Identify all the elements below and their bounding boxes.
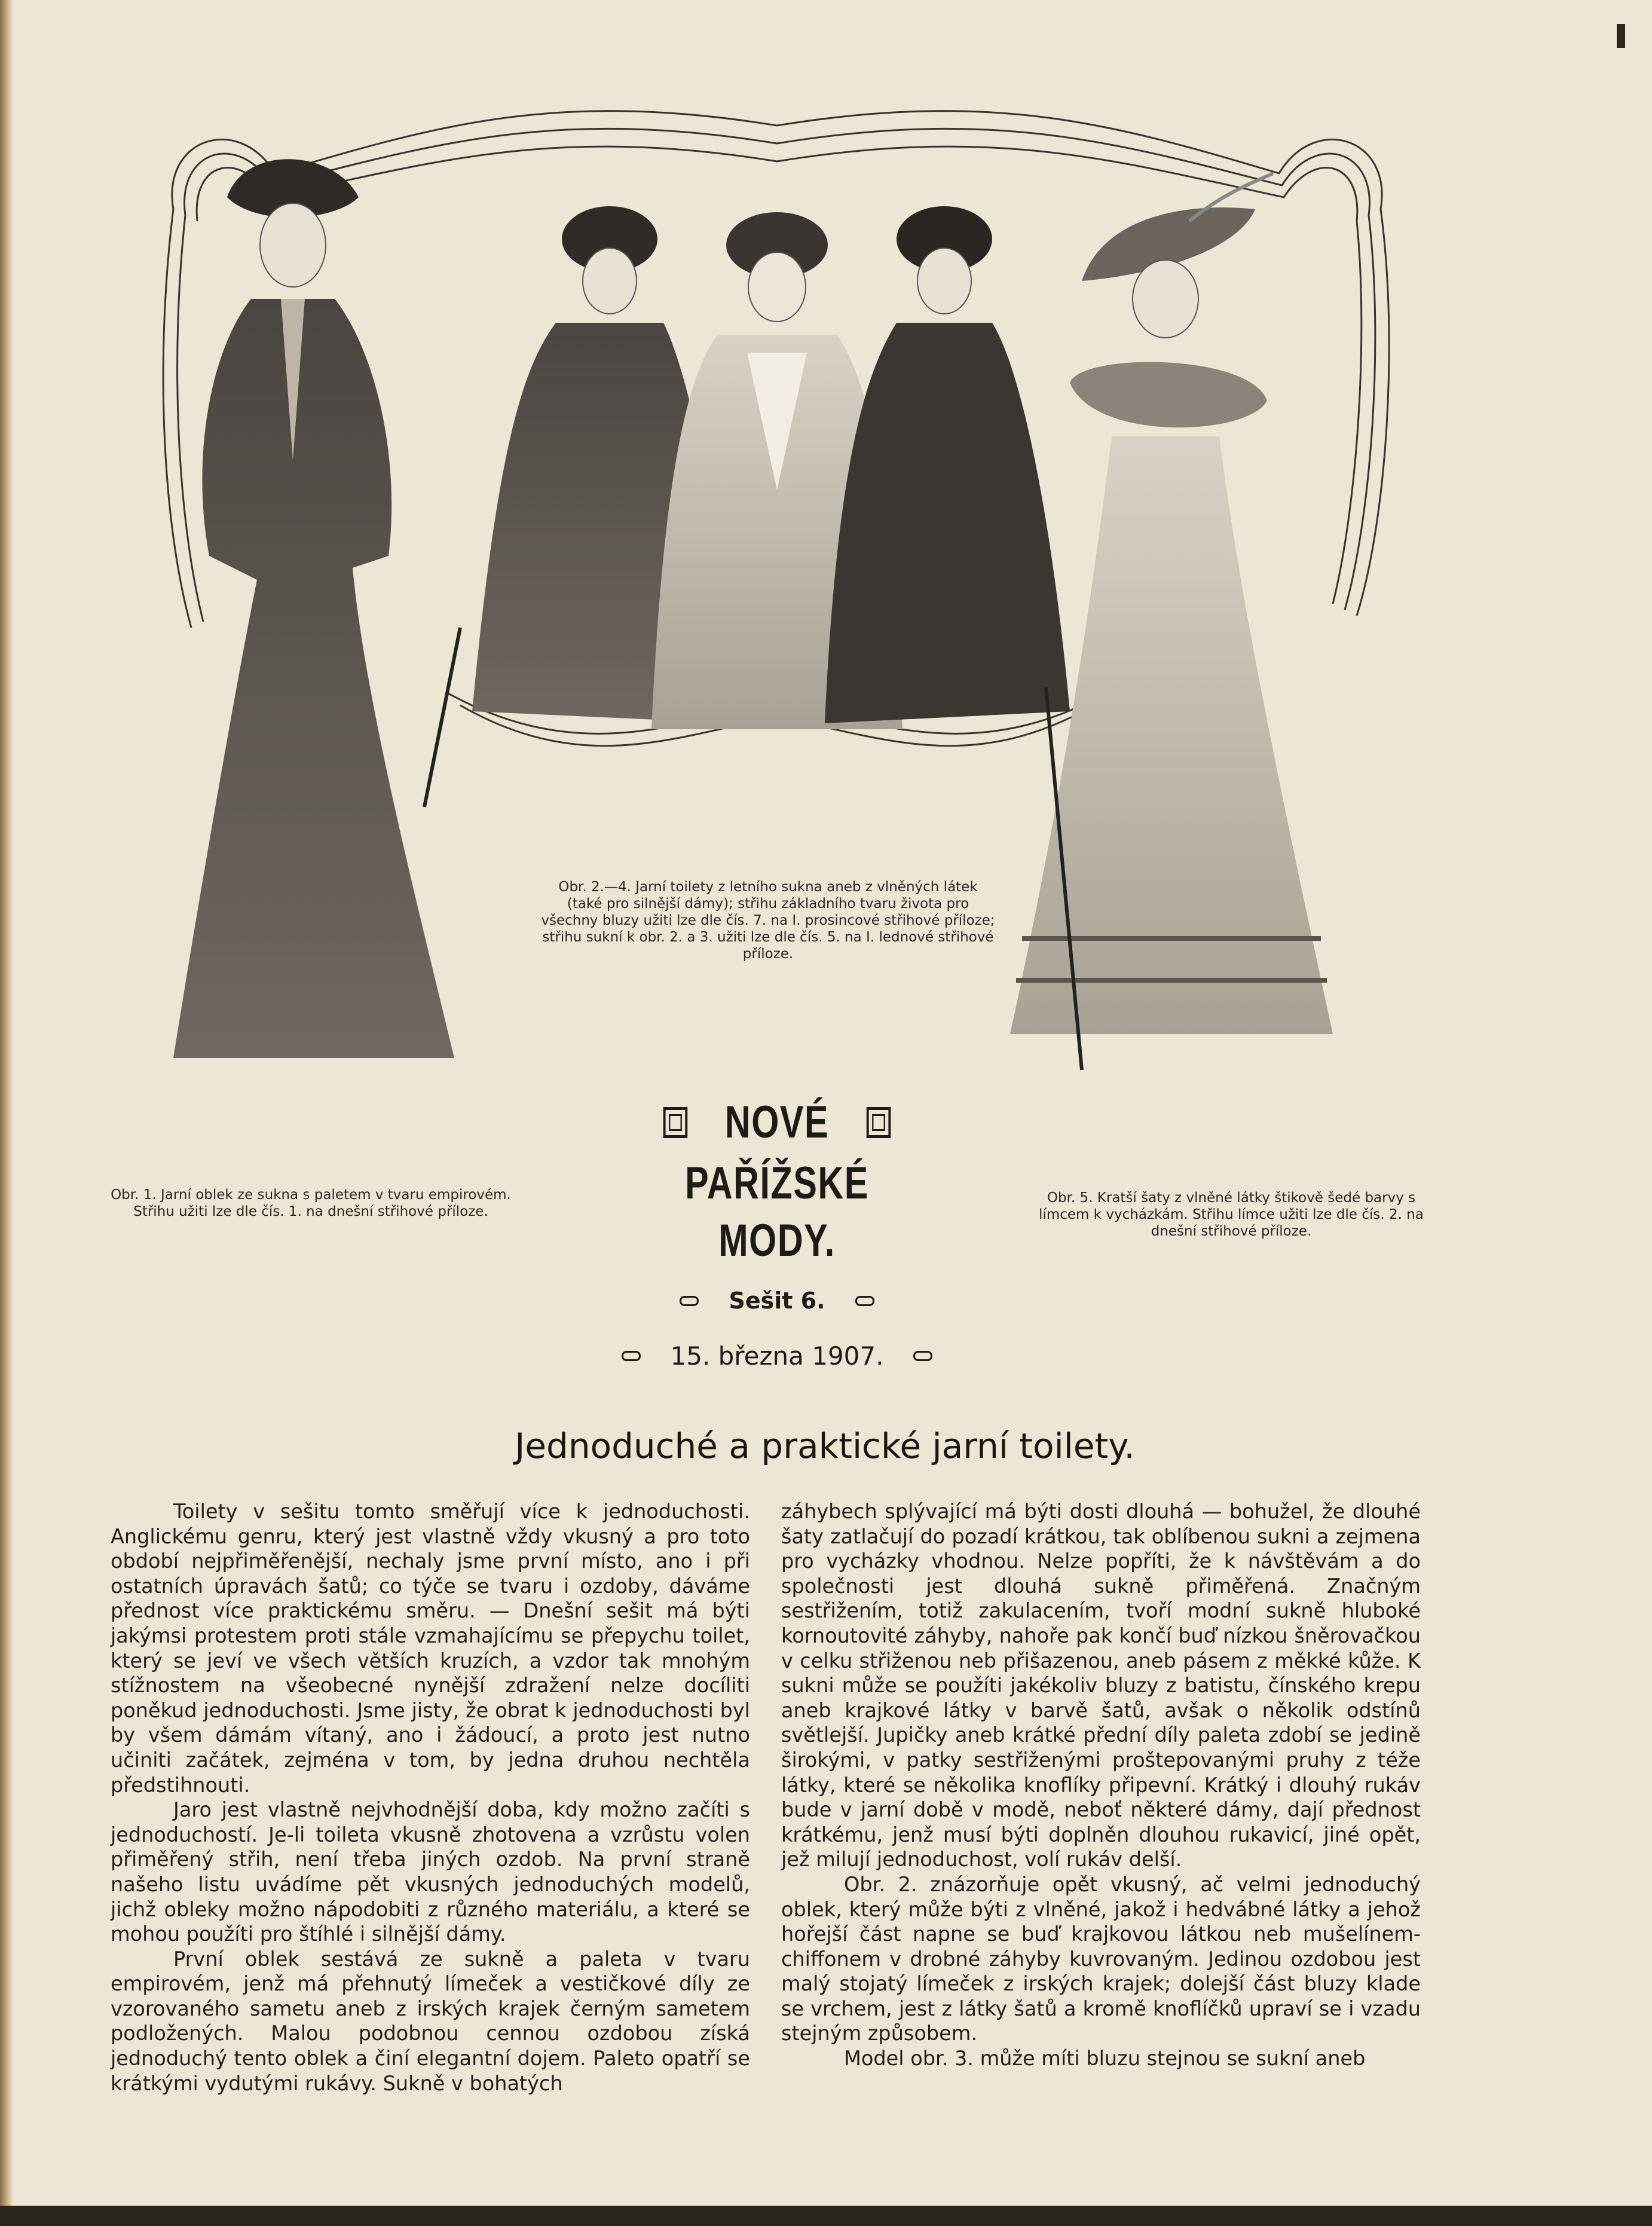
page-corner-mark [1617,24,1625,48]
article-right-column [781,1499,1421,2071]
caption-figure-1: Obr. 1. Jarní oblek ze sukna s paletem v tvaru empirovém. Střihu užiti lze dle čís. 1. na dnešní střihové příloze. [111,1187,511,1219]
square-ornament-icon [663,1107,688,1138]
caption-figures-2-4: Obr. 2.—4. Jarní toilety z letního sukna aneb z vlněných látek (také pro silnější dámy); střihu základního tvaru života pro všechny bluzy užiti lze dle čís. 7. na I. prosincové střihové příloze; střihu sukní k obr. 2. a 3. užiti lze dle čís. 5. na I. lednové střihové příloze. [541,879,995,962]
article-title: Jednoduché a praktické jarní toilety. [515,1426,1135,1466]
oval-ornament-icon [622,1351,641,1361]
magazine-title-line2: PAŘÍŽSKÉ MODY. [685,1158,869,1266]
book-spine-edge [0,0,13,2226]
paragraph: Toilety v sešitu tomto směřují více k jednoduchosti. Anglickému genru, který jest vlastně vždy vkusný a pro toto období nejpřiměřenější, nechaly jsme první místo, ano i při ostatních úpravách šatů; co týče se tvaru i ozdoby, dáváme přednost více praktickému směru. — Dnešní sešit má býti jakýmsi protestem proti stále vzmahajícímu se přepychu toilet, který se jeví ve všech větších kruzích, a vzdor tak mnohým stížnostem na všeobecné nynější zdražení nelze docíliti poněkud jednoduchosti. Jsme jisty, že obrat k jednoduchosti byl by všem dámám vítaný, ano i žádoucí, a proto jest nutno učiniti začátek, zejména v tom, by jedna druhou nechtěla předstihnouti. [111,1500,750,1797]
magazine-masthead [598,1094,956,1371]
magazine-title-line1: NOVÉ [724,1097,830,1148]
caption-figure-5: Obr. 5. Kratší šaty z vlněné látky štikově šedé barvy s límcem k vycházkám. Střihu límce užiti lze dle čís. 2. na dnešní střihové příloze. [1039,1190,1424,1239]
paragraph: První oblek sestává ze sukně a paleta v tvaru empirovém, jenž má přehnutý límeček a vestičkové díly ze vzorovaného sametu aneb z irských krajek černým sametem podložených. Malou podobnou cennou ozdobou získá jednoduchý tento oblek a činí elegantní dojem. Paleto opatří se krátkými vydutými rukávy. Sukně v bohatých [111,1947,750,2095]
oval-ornament-icon [913,1351,932,1361]
square-ornament-icon [867,1107,891,1138]
oval-ornament-icon [855,1296,874,1306]
issue-number: Sešit 6. [729,1288,825,1314]
paragraph: Model obr. 3. může míti bluzu stejnou se sukní aneb [844,2047,1366,2071]
figure-1-illustration [173,159,460,1058]
paragraph: záhybech splývající má býti dosti dlouhá — bohužel, že dlouhé šaty zatlačují do pozadí krátkou, tak oblíbenou sukni a zejmena pro vycházky vhodnou. Nelze popříti, že k návštěvám a do společnosti jest dlouhá sukně přiměřená. Značným sestřižením, totiž zakulacením, tvoří modní sukně hluboké kornoutovité záhyby, nahoře pak končí buď nízkou šněrovačkou v celku střiženou neb přišazenou, aneb pásem z měkké kůže. K sukni může se použíti jakékoliv bluzy z batistu, čínského krepu aneb krajkové látky v barvě šatů, avšak o několik odstínů světlejší. Jupičky aneb krátké přední díly paleta zdobí se jedině širokými, v patky sestřiženými proštepovanými pruhy z téže látky, které se několika knoflíky připevní. Krátký i dlouhý rukáv bude v jarní době v modě, neboť některé dámy, dají přednost krátkému, jenž musí býti doplněn dlouhou rukavicí, jiné opět, jež milují jednoduchost, volí rukáv delší. [781,1500,1421,1872]
oval-ornament-icon [680,1296,699,1306]
figure-4-illustration [825,206,1070,723]
page-bottom-edge [0,2206,1652,2226]
paragraph: Obr. 2. znázorňuje opět vkusný, ač velmi jednoduchý oblek, který může býti z vlněné, jakož i hedvábné látky a jehož hořejší část napne se buď krajkovou látkou neb mušelínem-chiffonem v drobné záhyby kuvrovaným. Jedinou ozdobou jest malý stojatý límeček z irských krajek; dolejší část bluzy klade se vrchem, jest z látky šatů a kromě knoflíčků upraví se i vzadu stejným způsobem. [781,1872,1421,2045]
paragraph: Jaro jest vlastně nejvhodnější doba, kdy možno začíti s jednoduchostí. Je-li toileta vkusně zhotovena a vzrůstu volen přiměřený střih, není třeba jiných ozdob. Na první straně našeho listu uvádíme pět vkusných jednoduchých modelů, jichž obleky možno nápodobiti z různého materiálu, a které se mohou použíti pro štíhlé i silnější dámy. [111,1798,750,1946]
issue-date: 15. března 1907. [670,1341,884,1371]
article-left-column [111,1499,750,2096]
